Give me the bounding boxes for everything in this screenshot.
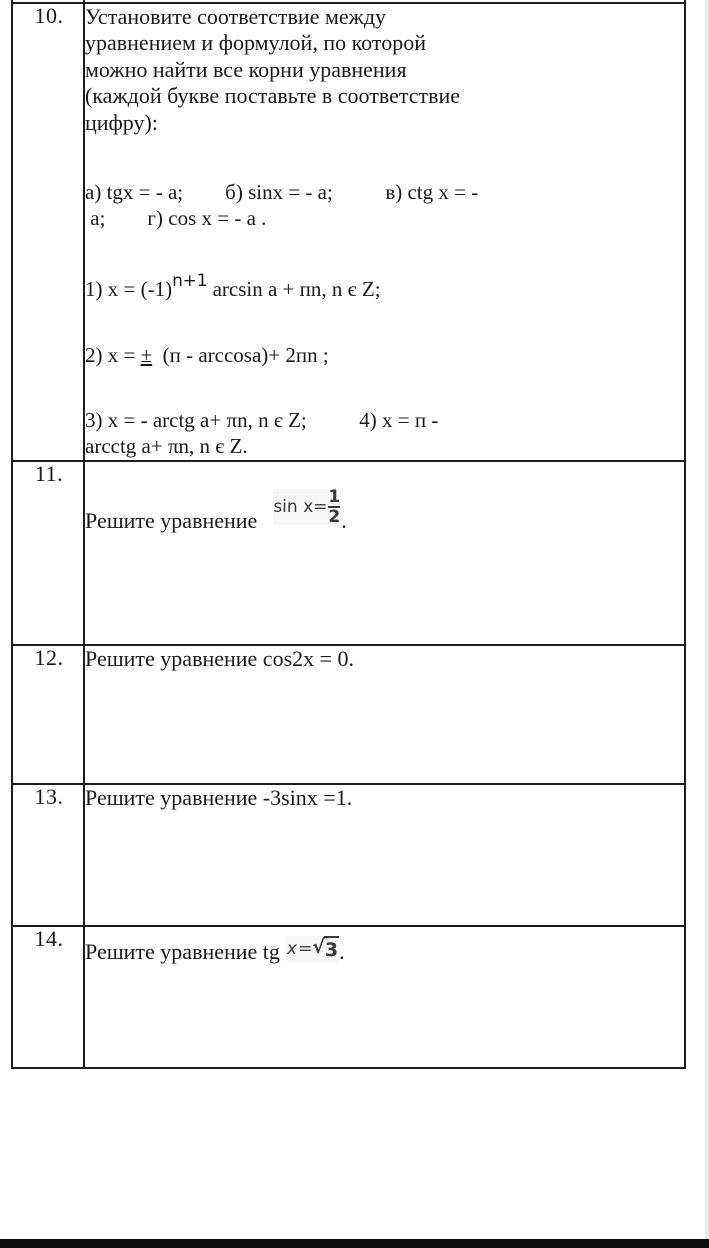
question-10-stem-line-2: уравнением и формулой, по которой [85, 30, 426, 56]
equation-sin-x-equals-one-half [273, 486, 341, 527]
quiz-table [11, 0, 686, 1069]
row-number-cell-10 [12, 3, 84, 461]
equation-relation: = [297, 938, 313, 959]
question-10-answer-2 [85, 343, 684, 369]
table-row [12, 784, 685, 926]
equation-relation: = [313, 496, 328, 517]
question-14-content [85, 936, 684, 965]
question-14-period: . [339, 938, 345, 964]
plus-minus-sign: ± [140, 342, 153, 367]
question-10-answer-3-line-2: arcctg a+ πn, n є Z. [85, 434, 248, 458]
spacer [85, 368, 684, 408]
row-body-cell-10 [84, 3, 685, 461]
question-11-period: . [341, 507, 347, 533]
scan-edge-right [705, 0, 709, 1248]
row-body-cell-14 [84, 926, 685, 1068]
row-number-13: 13. [34, 783, 64, 809]
scan-edge-bottom [0, 1239, 709, 1248]
equation-lhs-text: x [286, 938, 297, 959]
table-row [12, 3, 685, 461]
question-10-stem-line-1: Установите соответствие между [85, 4, 387, 29]
row-number-cell-13 [12, 784, 84, 926]
question-11-content [85, 486, 684, 534]
answer-1-prefix: 1) x = (-1) [85, 277, 173, 302]
fraction-denominator: 2 [328, 506, 341, 527]
table-row [12, 926, 685, 1068]
question-10-options-line-1: а) tgx = - a; б) sinx = - a; в) ctg x = - [85, 179, 479, 204]
answer-1-suffix: arcsin a + пn, n є Z; [207, 277, 381, 302]
question-10-stem-line-5: цифру): [85, 109, 158, 135]
row-number-10: 10. [34, 3, 64, 28]
row-number-cell-14 [12, 926, 84, 1068]
spacer [85, 136, 684, 180]
row-body-cell-12 [84, 645, 685, 784]
equation-lhs-text: sin x [273, 496, 314, 517]
question-10-options-line-2: a; г) cos x = - a . [85, 205, 267, 230]
equation-tg-x-equals-sqrt-three [286, 936, 339, 962]
answer-1-exponent: n+1 [172, 271, 208, 292]
row-body-cell-13 [84, 784, 685, 926]
row-number-14: 14. [34, 925, 64, 951]
answer-2-before: 2) x = [85, 342, 141, 367]
question-11-label: Решите уравнение [85, 507, 258, 533]
question-10-answer-3-line-1: 3) x = - arctg a+ πn, n є Z; 4) x = п - [85, 408, 439, 433]
spacer [85, 462, 684, 498]
row-number-cell-11 [12, 461, 84, 645]
row-number-11: 11. [34, 460, 64, 486]
spacer [85, 927, 684, 939]
equation-lhs [273, 497, 313, 517]
question-10-stem-line-3: можно найти все корни уравнения [85, 56, 407, 82]
radicand: 3 [324, 936, 339, 962]
row-body-cell-11 [84, 461, 685, 645]
question-14-label: Решите уравнение tg [85, 938, 280, 964]
spacer [85, 231, 684, 271]
question-10-stem-line-4: (каждой букве поставьте в соответствие [85, 83, 461, 109]
spacer [85, 303, 684, 343]
radical-sign: √ [312, 936, 325, 959]
square-root [312, 936, 339, 962]
answer-2-after: (п - arccosa)+ 2пn ; [152, 342, 329, 367]
table-row [12, 645, 685, 784]
question-10-answer-1 [85, 271, 684, 303]
fraction [328, 486, 341, 527]
table-row [12, 461, 685, 645]
question-13-label: Решите уравнение -3sinx =1. [85, 784, 353, 810]
question-12-label: Решите уравнение cos2x = 0. [85, 645, 355, 671]
row-number-12: 12. [34, 644, 64, 670]
row-number-cell-12 [12, 645, 84, 784]
fraction-numerator: 1 [328, 486, 341, 507]
